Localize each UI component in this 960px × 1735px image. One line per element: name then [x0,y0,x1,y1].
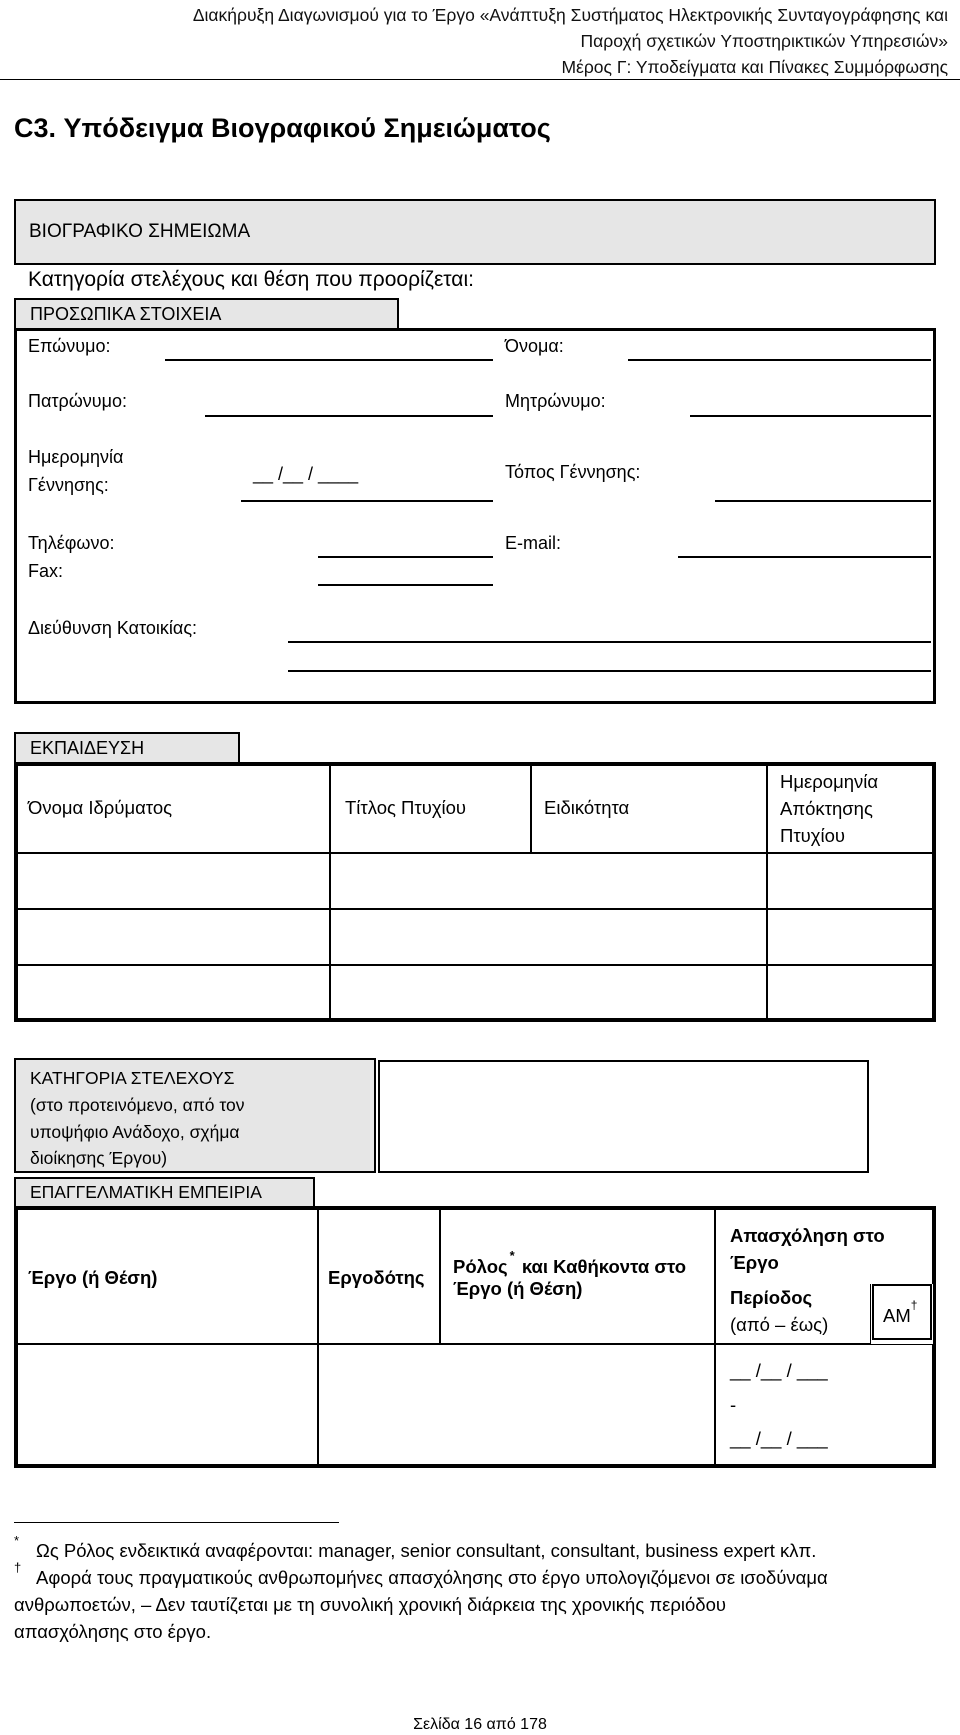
experience-header-employment [715,1209,933,1284]
fax-field[interactable] [318,584,493,586]
date-col-label-1: Ημερομηνία [780,771,879,792]
mother-name-field[interactable] [690,415,931,417]
degree-col-label: Τίτλος Πτυχίου [345,797,467,818]
page-number: Σελίδα 16 από 178 [413,1716,547,1733]
staff-category-desc-2: υποψήφιο Ανάδοχο, σχήμα [30,1122,240,1142]
doc-header-line3: Μέρος Γ: Υποδείγματα και Πίνακες Συμμόρφωσης [561,57,948,77]
category-position-label: Κατηγορία στελέχους και θέση που προορίζεται: [28,268,474,291]
employment-col-label-2: Έργο [730,1252,779,1273]
staff-category-desc-3: διοίκησης Έργου) [30,1148,168,1168]
phone-field[interactable] [318,556,493,558]
experience-header-role [440,1209,715,1344]
education-header-date [767,765,933,853]
am-footnote-mark: † [910,1298,918,1312]
date-col-label-2: Απόκτησης [780,798,873,819]
personal-section [14,328,936,704]
experience-period-cell[interactable] [715,1344,933,1465]
phone-label: Τηλέφωνο: [28,533,115,553]
education-header-institution [17,765,330,853]
education-cell[interactable] [17,965,330,1019]
cv-heading-box [14,199,936,265]
institution-col-label: Όνομα Ιδρύματος [28,797,173,818]
period-from: __ /__ / ___ [730,1360,828,1381]
role-duties: και Καθήκοντα στο [521,1256,687,1278]
cv-heading: ΒΙΟΓΡΑΦΙΚΟ ΣΗΜΕΙΩΜΑ [29,221,251,242]
staff-category-box [14,1058,376,1173]
experience-header-project [17,1209,318,1344]
footnote-star-text: Ως Ρόλος ενδεικτικά αναφέρονται: manager, senior consultant, consultant, business expert κλπ. [36,1540,817,1561]
education-cell[interactable] [17,909,330,965]
period-label: Περίοδος [730,1287,813,1308]
doc-header-line1: Διακήρυξη Διαγωνισμού για το Έργο «Ανάπτυξη Συστήματος Ηλεκτρονικής Συνταγογράφησης και [192,5,948,25]
experience-tab-label: ΕΠΑΓΓΕΛΜΑΤΙΚΗ ΕΜΠΕΙΡΙΑ [30,1182,262,1202]
doc-header-line2: Παροχή σχετικών Υποστηρικτικών Υπηρεσιών» [580,31,948,51]
role-col-label-2: Έργο (ή Θέση) [453,1278,583,1299]
education-tab-label: ΕΚΠΑΙΔΕΥΣΗ [30,738,145,758]
experience-header-am [872,1284,932,1340]
footnote-rule [14,1522,339,1523]
date-col-label-3: Πτυχίου [780,825,846,846]
section-title: C3. Υπόδειγμα Βιογραφικού Σημειώματος [14,113,551,143]
education-cell[interactable] [767,909,933,965]
header-rule [0,79,960,80]
education-cell[interactable] [330,965,767,1019]
experience-tab [14,1177,315,1208]
father-name-label: Πατρώνυμο: [28,391,128,411]
email-label: E-mail: [505,533,562,553]
fax-label: Fax: [28,561,64,581]
birthplace-field[interactable] [715,500,931,502]
project-col-label: Έργο (ή Θέση) [28,1267,158,1288]
role-footnote-mark: * [509,1248,515,1263]
footnote-star-mark: * [14,1533,20,1548]
dob-label-line1: Ημερομηνία [28,447,124,467]
education-cell[interactable] [330,853,767,909]
education-cell[interactable] [17,853,330,909]
experience-header-period [715,1284,871,1344]
personal-tab-label: ΠΡΟΣΩΠΙΚΑ ΣΤΟΙΧΕΙΑ [30,304,222,324]
name-label: Όνομα: [505,336,564,356]
dob-field[interactable] [241,500,493,502]
role-word: Ρόλος [453,1256,508,1278]
experience-cell[interactable] [318,1344,715,1465]
footnote-dagger-line2: ανθρωποετών, – Δεν ταυτίζεται με τη συνολική χρονική διάρκεια της χρονικής περιόδου [14,1594,727,1615]
specialty-col-label: Ειδικότητα [544,797,630,818]
father-name-field[interactable] [205,415,493,417]
address-field-line1[interactable] [288,641,931,643]
education-header-specialty [531,765,767,853]
am-label [883,1298,917,1329]
education-cell[interactable] [330,909,767,965]
period-dash: - [730,1394,737,1415]
surname-label: Επώνυμο: [28,336,111,356]
employment-col-label-1: Απασχόληση στο [730,1225,885,1246]
period-to: __ /__ / ___ [730,1428,828,1449]
education-cell[interactable] [767,965,933,1019]
experience-header-employer [318,1209,440,1344]
name-field[interactable] [628,359,931,361]
dob-label-line2: Γέννησης: [28,475,109,495]
employer-col-label: Εργοδότης [328,1267,425,1288]
birthplace-label: Τόπος Γέννησης: [505,462,641,482]
period-range-label: (από – έως) [730,1314,829,1335]
personal-tab [14,298,399,330]
am-text: ΑΜ [883,1305,911,1327]
address-field-line2[interactable] [288,670,931,672]
education-header-degree [330,765,531,853]
education-tab [14,732,240,764]
mother-name-label: Μητρώνυμο: [505,391,606,411]
address-label: Διεύθυνση Κατοικίας: [28,618,198,638]
dob-value: __ /__ / ____ [253,464,359,484]
education-cell[interactable] [767,853,933,909]
footnote-dagger-line3: απασχόλησης στο έργο. [14,1621,212,1642]
surname-field[interactable] [165,359,493,361]
email-field[interactable] [678,556,931,558]
footnote-dagger-mark: † [14,1560,22,1575]
footnote-dagger-line1: Αφορά τους πραγματικούς ανθρωπομήνες απασχόλησης στο έργο υπολογιζόμενοι σε ισοδύναμα [36,1567,828,1588]
staff-category-desc-1: (στο προτεινόμενο, από τον [30,1095,245,1115]
staff-category-title: ΚΑΤΗΓΟΡΙΑ ΣΤΕΛΕΧΟΥΣ [30,1068,235,1088]
staff-category-input[interactable] [378,1060,869,1173]
experience-cell[interactable] [17,1344,318,1465]
